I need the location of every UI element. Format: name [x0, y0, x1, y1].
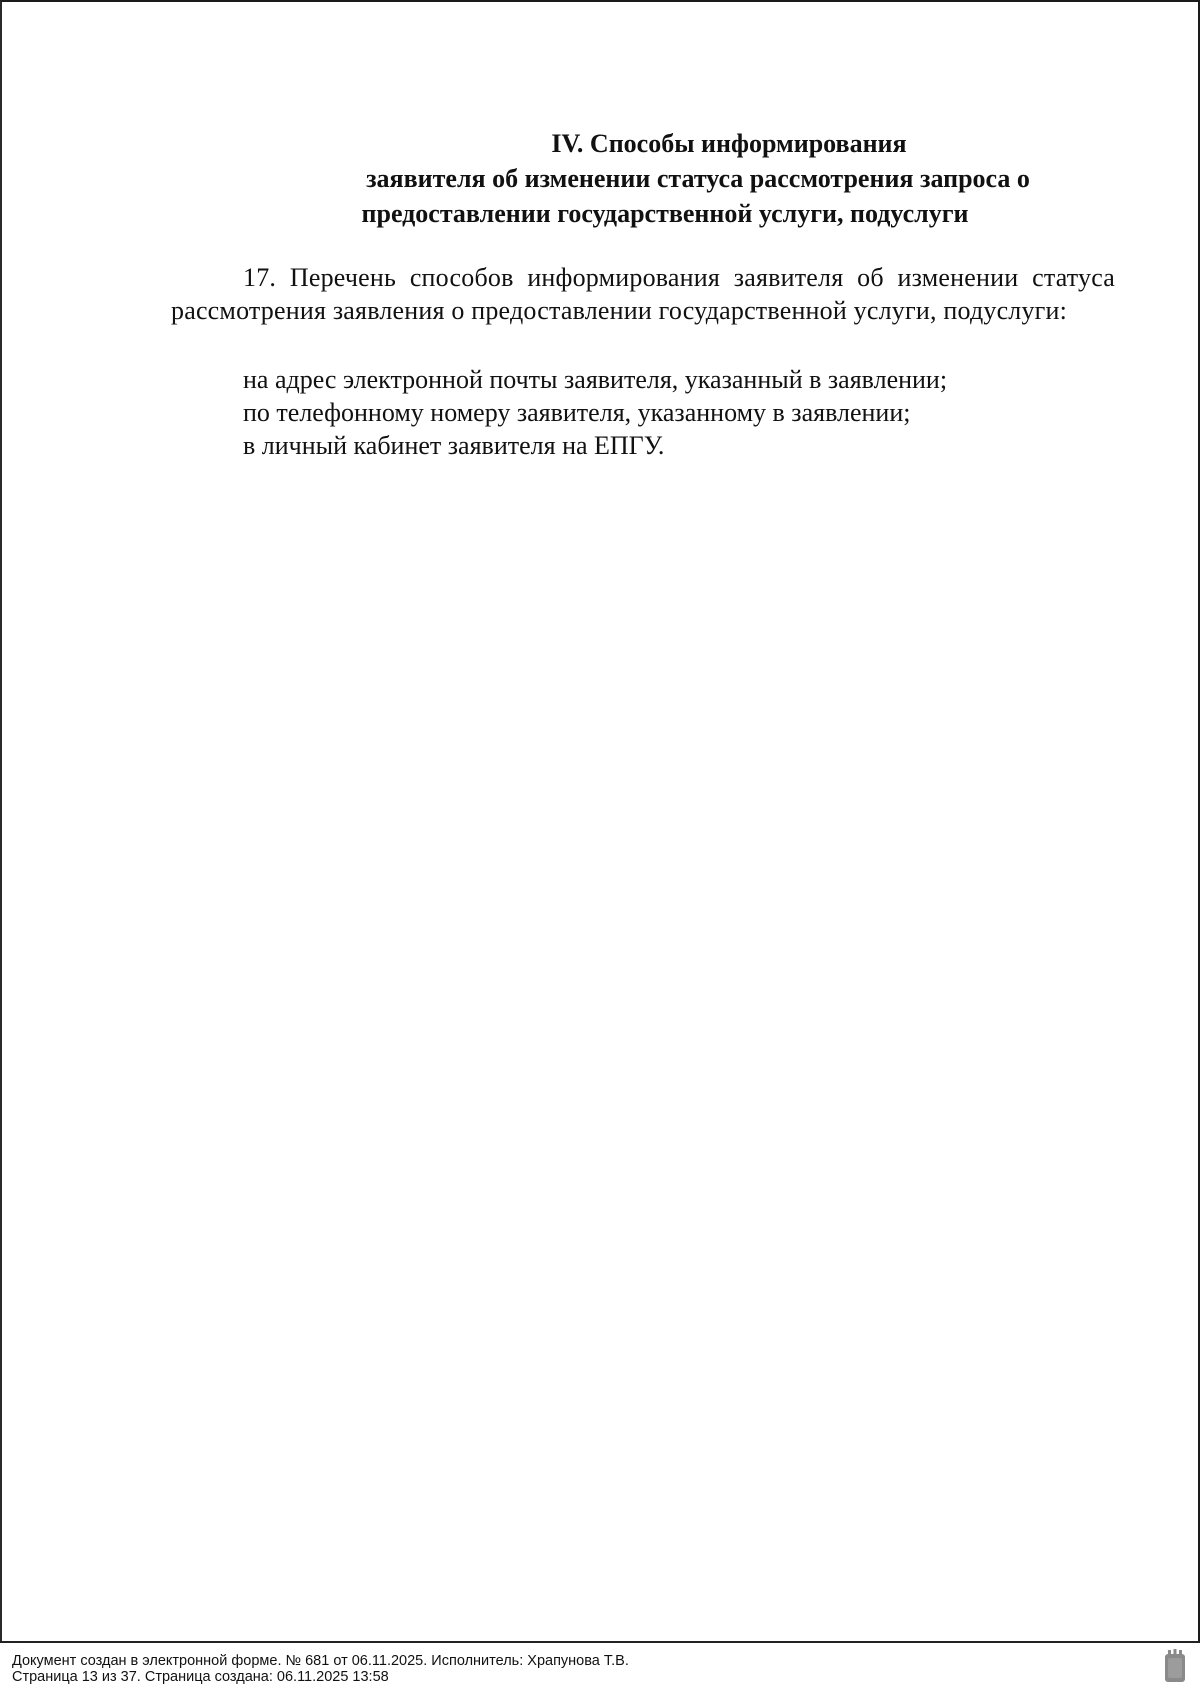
paragraph-17: 17. Перечень способов информирования заявителя об изменении статуса рассмотрения заявления о предоставлении государственной услуги, подуслуги: [171, 263, 1115, 325]
footer-line-2: Страница 13 из 37. Страница создана: 06.11.2025 13:58 [12, 1669, 389, 1685]
document-footer [0, 1641, 1200, 1700]
method-item-phone: по телефонному номеру заявителя, указанному в заявлении; [243, 398, 911, 427]
method-item-epgu: в личный кабинет заявителя на ЕПГУ. [243, 431, 665, 460]
heading-line-1: IV. Способы информирования [551, 129, 907, 158]
heading-line-2: заявителя об изменении статуса рассмотрения запроса о [366, 164, 1030, 193]
method-item-email: на адрес электронной почты заявителя, указанный в заявлении; [243, 365, 948, 394]
footer-text [12, 1653, 629, 1685]
methods-list [243, 363, 947, 462]
footer-line-1: Документ создан в электронной форме. № 681 от 06.11.2025. Исполнитель: Храпунова Т.В. [12, 1653, 629, 1669]
coat-of-arms-icon [1164, 1649, 1186, 1683]
heading-line-3: предоставлении государственной услуги, подуслуги [361, 199, 969, 228]
section-heading [290, 126, 1090, 231]
